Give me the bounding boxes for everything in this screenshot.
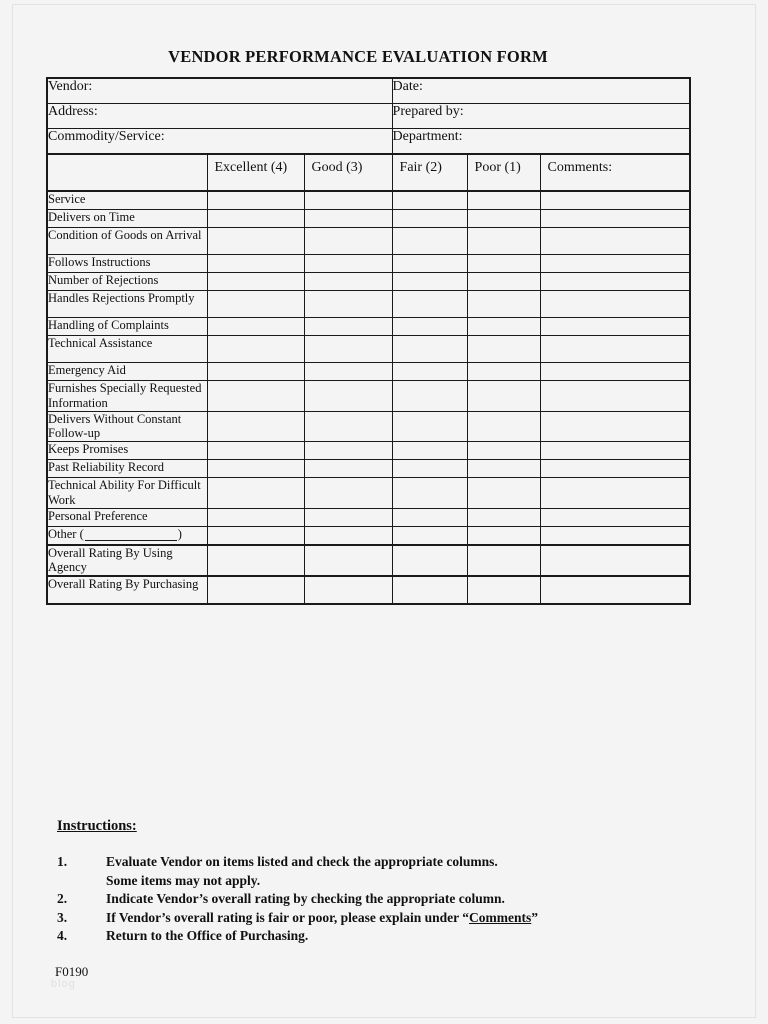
- criteria-label: Overall Rating By Using Agency: [47, 545, 207, 577]
- table-row: [47, 478, 690, 509]
- department-field-label[interactable]: Department:: [392, 129, 690, 155]
- commodity-service-field-label[interactable]: Commodity/Service:: [47, 129, 392, 155]
- rating-cell-excellent[interactable]: [207, 545, 304, 577]
- criteria-label: Technical Ability For Difficult Work: [47, 478, 207, 509]
- table-row: [47, 318, 690, 336]
- rating-cell-excellent[interactable]: [207, 228, 304, 255]
- table-row: [47, 411, 690, 442]
- comments-cell[interactable]: [540, 526, 690, 545]
- rating-cell-fair[interactable]: [392, 526, 467, 545]
- instruction-text: Return to the Office of Purchasing.: [106, 928, 309, 943]
- rating-cell-excellent[interactable]: [207, 363, 304, 381]
- table-row: [47, 336, 690, 363]
- identity-row: [47, 129, 690, 155]
- comments-cell[interactable]: [540, 545, 690, 577]
- table-row: [47, 381, 690, 412]
- comments-cell[interactable]: [540, 273, 690, 291]
- table-row: [47, 291, 690, 318]
- prepared-by-field-label[interactable]: Prepared by:: [392, 104, 690, 129]
- form-sheet: [13, 5, 757, 1019]
- criteria-label-text: Other (: [48, 526, 84, 541]
- rating-cell-excellent[interactable]: [207, 411, 304, 442]
- criteria-label: Handling of Complaints: [47, 318, 207, 336]
- comments-cell[interactable]: [540, 255, 690, 273]
- date-field-label[interactable]: Date:: [392, 78, 690, 104]
- table-header-row: [47, 154, 690, 191]
- column-header-poor: Poor (1): [467, 154, 540, 191]
- rating-cell-excellent[interactable]: [207, 460, 304, 478]
- rating-cell-poor[interactable]: [467, 411, 540, 442]
- table-row: [47, 228, 690, 255]
- rating-cell-poor[interactable]: [467, 255, 540, 273]
- rating-cell-poor[interactable]: [467, 381, 540, 412]
- instruction-text-after: ”: [531, 909, 539, 925]
- rating-cell-good[interactable]: [304, 273, 392, 291]
- table-row: [47, 545, 690, 577]
- vendor-evaluation-table: [46, 77, 691, 605]
- column-header-comments: Comments:: [540, 154, 690, 191]
- table-row: [47, 191, 690, 210]
- rating-cell-fair[interactable]: [392, 576, 467, 604]
- rating-cell-good[interactable]: [304, 460, 392, 478]
- criteria-label: Number of Rejections: [47, 273, 207, 291]
- rating-cell-good[interactable]: [304, 478, 392, 509]
- rating-cell-poor[interactable]: [467, 576, 540, 604]
- address-field-label[interactable]: Address:: [47, 104, 392, 129]
- rating-cell-excellent[interactable]: [207, 526, 304, 545]
- table-row: [47, 442, 690, 460]
- rating-cell-good[interactable]: [304, 191, 392, 210]
- criteria-label: [47, 526, 207, 545]
- column-header-fair: Fair (2): [392, 154, 467, 191]
- rating-cell-good[interactable]: [304, 228, 392, 255]
- identity-row: [47, 78, 690, 104]
- rating-cell-good[interactable]: [304, 210, 392, 228]
- rating-cell-good[interactable]: [304, 526, 392, 545]
- rating-cell-poor[interactable]: [467, 526, 540, 545]
- rating-cell-poor[interactable]: [467, 460, 540, 478]
- rating-cell-poor[interactable]: [467, 318, 540, 336]
- rating-cell-good[interactable]: [304, 442, 392, 460]
- rating-cell-fair[interactable]: [392, 478, 467, 509]
- rating-cell-poor[interactable]: [467, 291, 540, 318]
- instruction-item: [57, 853, 677, 890]
- criteria-label: Condition of Goods on Arrival: [47, 228, 207, 255]
- rating-cell-good[interactable]: [304, 363, 392, 381]
- comments-cell[interactable]: [540, 228, 690, 255]
- rating-cell-fair[interactable]: [392, 508, 467, 526]
- table-row: [47, 460, 690, 478]
- watermark-text: blog: [51, 978, 76, 990]
- page-title: VENDOR PERFORMANCE EVALUATION FORM: [168, 47, 548, 66]
- column-header-criteria: [47, 154, 207, 191]
- comments-cell[interactable]: [540, 411, 690, 442]
- instruction-number: 2.: [57, 891, 68, 906]
- comments-cell[interactable]: [540, 210, 690, 228]
- rating-cell-poor[interactable]: [467, 545, 540, 577]
- comments-cell[interactable]: [540, 363, 690, 381]
- instruction-number: 1.: [57, 854, 68, 869]
- rating-cell-fair[interactable]: [392, 318, 467, 336]
- rating-cell-poor[interactable]: [467, 508, 540, 526]
- instruction-item: [57, 909, 677, 928]
- rating-cell-poor[interactable]: [467, 442, 540, 460]
- rating-cell-excellent[interactable]: [207, 318, 304, 336]
- rating-cell-fair[interactable]: [392, 442, 467, 460]
- comments-cell[interactable]: [540, 508, 690, 526]
- rating-cell-good[interactable]: [304, 318, 392, 336]
- table-row: [47, 273, 690, 291]
- criteria-label-suffix: ): [177, 526, 182, 541]
- rating-cell-good[interactable]: [304, 381, 392, 412]
- comments-cell[interactable]: [540, 381, 690, 412]
- comments-cell[interactable]: [540, 478, 690, 509]
- rating-cell-poor[interactable]: [467, 210, 540, 228]
- criteria-label: Personal Preference: [47, 508, 207, 526]
- identity-row: [47, 104, 690, 129]
- comments-cell[interactable]: [540, 576, 690, 604]
- document-page: [12, 4, 756, 1018]
- rating-cell-fair[interactable]: [392, 381, 467, 412]
- rating-cell-excellent[interactable]: [207, 508, 304, 526]
- rating-cell-poor[interactable]: [467, 478, 540, 509]
- table-row: [47, 255, 690, 273]
- criteria-label: Delivers on Time: [47, 210, 207, 228]
- comments-cell[interactable]: [540, 442, 690, 460]
- table-row: [47, 210, 690, 228]
- table-row: [47, 363, 690, 381]
- rating-cell-good[interactable]: [304, 576, 392, 604]
- rating-cell-poor[interactable]: [467, 336, 540, 363]
- rating-cell-fair[interactable]: [392, 336, 467, 363]
- rating-cell-poor[interactable]: [467, 191, 540, 210]
- rating-cell-poor[interactable]: [467, 228, 540, 255]
- other-blank-line[interactable]: [85, 529, 177, 541]
- criteria-label: Service: [47, 191, 207, 210]
- instruction-item: [57, 890, 677, 909]
- rating-cell-excellent[interactable]: [207, 336, 304, 363]
- criteria-label: Handles Rejections Promptly: [47, 291, 207, 318]
- rating-cell-excellent[interactable]: [207, 291, 304, 318]
- rating-cell-excellent[interactable]: [207, 210, 304, 228]
- rating-cell-good[interactable]: [304, 255, 392, 273]
- criteria-label: Furnishes Specially Requested Information: [47, 381, 207, 412]
- comments-cell[interactable]: [540, 191, 690, 210]
- criteria-label: Keeps Promises: [47, 442, 207, 460]
- rating-cell-poor[interactable]: [467, 363, 540, 381]
- rating-cell-fair[interactable]: [392, 273, 467, 291]
- rating-cell-good[interactable]: [304, 411, 392, 442]
- rating-cell-fair[interactable]: [392, 460, 467, 478]
- rating-cell-fair[interactable]: [392, 363, 467, 381]
- comments-cell[interactable]: [540, 291, 690, 318]
- rating-cell-fair[interactable]: [392, 291, 467, 318]
- criteria-label: Follows Instructions: [47, 255, 207, 273]
- comments-cell[interactable]: [540, 318, 690, 336]
- rating-cell-excellent[interactable]: [207, 273, 304, 291]
- instruction-text: Evaluate Vendor on items listed and check the appropriate columns.: [106, 854, 498, 869]
- rating-cell-poor[interactable]: [467, 273, 540, 291]
- instruction-subtext: Some items may not apply.: [106, 872, 261, 888]
- rating-cell-good[interactable]: [304, 508, 392, 526]
- rating-cell-fair[interactable]: [392, 411, 467, 442]
- rating-cell-fair[interactable]: [392, 191, 467, 210]
- instruction-text: [57, 909, 677, 928]
- comments-cell[interactable]: [540, 336, 690, 363]
- rating-cell-excellent[interactable]: [207, 478, 304, 509]
- rating-cell-fair[interactable]: [392, 228, 467, 255]
- table-body: [47, 78, 690, 604]
- rating-cell-fair[interactable]: [392, 210, 467, 228]
- criteria-label: Past Reliability Record: [47, 460, 207, 478]
- rating-cell-excellent[interactable]: [207, 191, 304, 210]
- comments-cell[interactable]: [540, 460, 690, 478]
- criteria-label: Delivers Without Constant Follow-up: [47, 411, 207, 442]
- criteria-label: Overall Rating By Purchasing: [47, 576, 207, 604]
- instruction-comments-reference: Comments: [469, 909, 532, 925]
- rating-cell-fair[interactable]: [392, 255, 467, 273]
- instructions-heading: Instructions:: [57, 818, 137, 834]
- table-row: [47, 508, 690, 526]
- table-row: [47, 526, 690, 545]
- rating-cell-good[interactable]: [304, 291, 392, 318]
- instruction-text: Indicate Vendor’s overall rating by checking the appropriate column.: [106, 891, 505, 906]
- rating-cell-good[interactable]: [304, 336, 392, 363]
- document-code: F0190: [55, 964, 89, 979]
- instruction-number: 3.: [57, 909, 68, 925]
- instruction-number: 4.: [57, 928, 68, 943]
- criteria-label: Technical Assistance: [47, 336, 207, 363]
- rating-cell-excellent[interactable]: [207, 576, 304, 604]
- instruction-item: [57, 927, 677, 946]
- rating-cell-excellent[interactable]: [207, 255, 304, 273]
- instructions-list: [57, 853, 677, 946]
- table-row: [47, 576, 690, 604]
- rating-cell-good[interactable]: [304, 545, 392, 577]
- column-header-excellent: Excellent (4): [207, 154, 304, 191]
- vendor-field-label[interactable]: Vendor:: [47, 78, 392, 104]
- rating-cell-excellent[interactable]: [207, 442, 304, 460]
- criteria-label: Emergency Aid: [47, 363, 207, 381]
- instruction-text-before: If Vendor’s overall rating is fair or poor, please explain under “: [106, 909, 470, 925]
- rating-cell-fair[interactable]: [392, 545, 467, 577]
- rating-cell-excellent[interactable]: [207, 381, 304, 412]
- column-header-good: Good (3): [304, 154, 392, 191]
